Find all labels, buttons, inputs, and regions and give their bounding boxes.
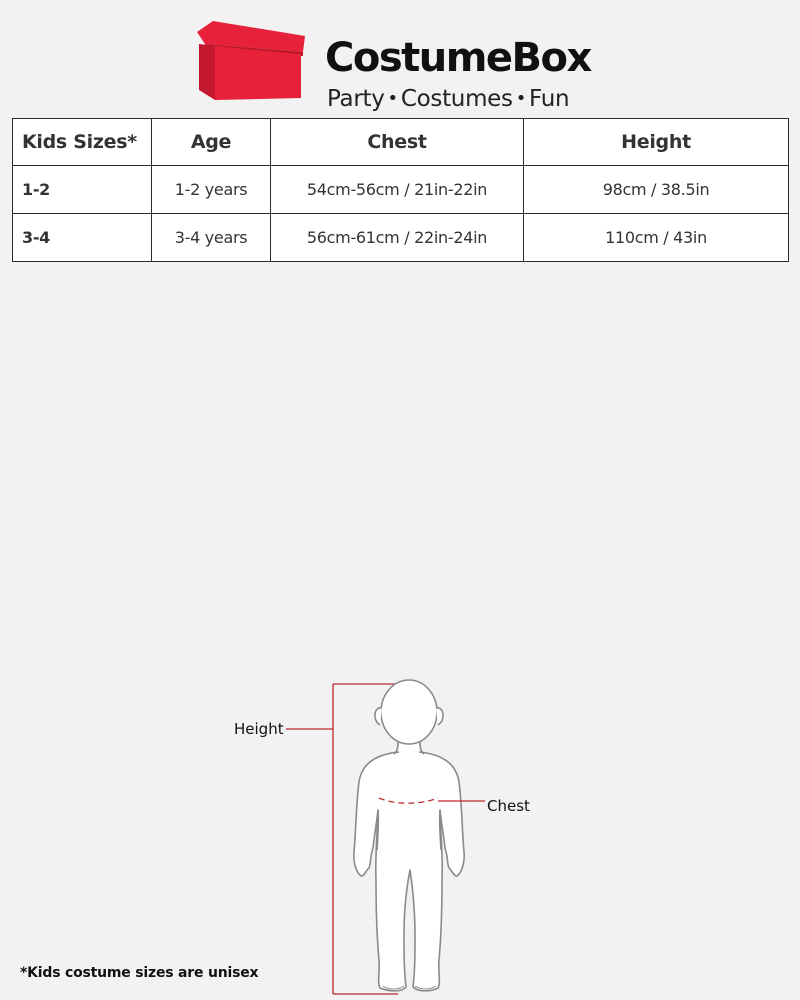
height-label: Height (234, 720, 284, 738)
brand-name: CostumeBox (325, 35, 591, 81)
table-header-row (13, 119, 789, 166)
chest-label: Chest (487, 797, 530, 815)
cell-age: 3-4 years (152, 214, 271, 262)
header-height: Height (524, 119, 789, 166)
size-table (12, 118, 789, 262)
cell-size: 3-4 (13, 214, 152, 262)
cell-chest: 54cm-56cm / 21in-22in (271, 166, 524, 214)
header-kids-sizes: Kids Sizes* (13, 119, 152, 166)
brand-tagline (327, 88, 569, 111)
cell-size: 1-2 (13, 166, 152, 214)
tagline-separator: • (515, 88, 527, 109)
child-silhouette-icon (0, 670, 800, 1000)
cell-height: 110cm / 43in (524, 214, 789, 262)
tagline-separator: • (387, 88, 398, 109)
box-logo-icon (195, 18, 307, 102)
measurement-guide (0, 670, 800, 1000)
unisex-footnote: *Kids costume sizes are unisex (20, 965, 259, 981)
tagline-word: Party (327, 86, 385, 112)
cell-chest: 56cm-61cm / 22in-24in (271, 214, 524, 262)
header-age: Age (152, 119, 271, 166)
table-row (13, 214, 789, 262)
brand-logo (195, 18, 615, 112)
tagline-word: Costumes (400, 86, 513, 112)
table-row (13, 166, 789, 214)
child-outline (354, 680, 464, 991)
tagline-word: Fun (529, 86, 570, 112)
header-chest: Chest (271, 119, 524, 166)
cell-age: 1-2 years (152, 166, 271, 214)
cell-height: 98cm / 38.5in (524, 166, 789, 214)
